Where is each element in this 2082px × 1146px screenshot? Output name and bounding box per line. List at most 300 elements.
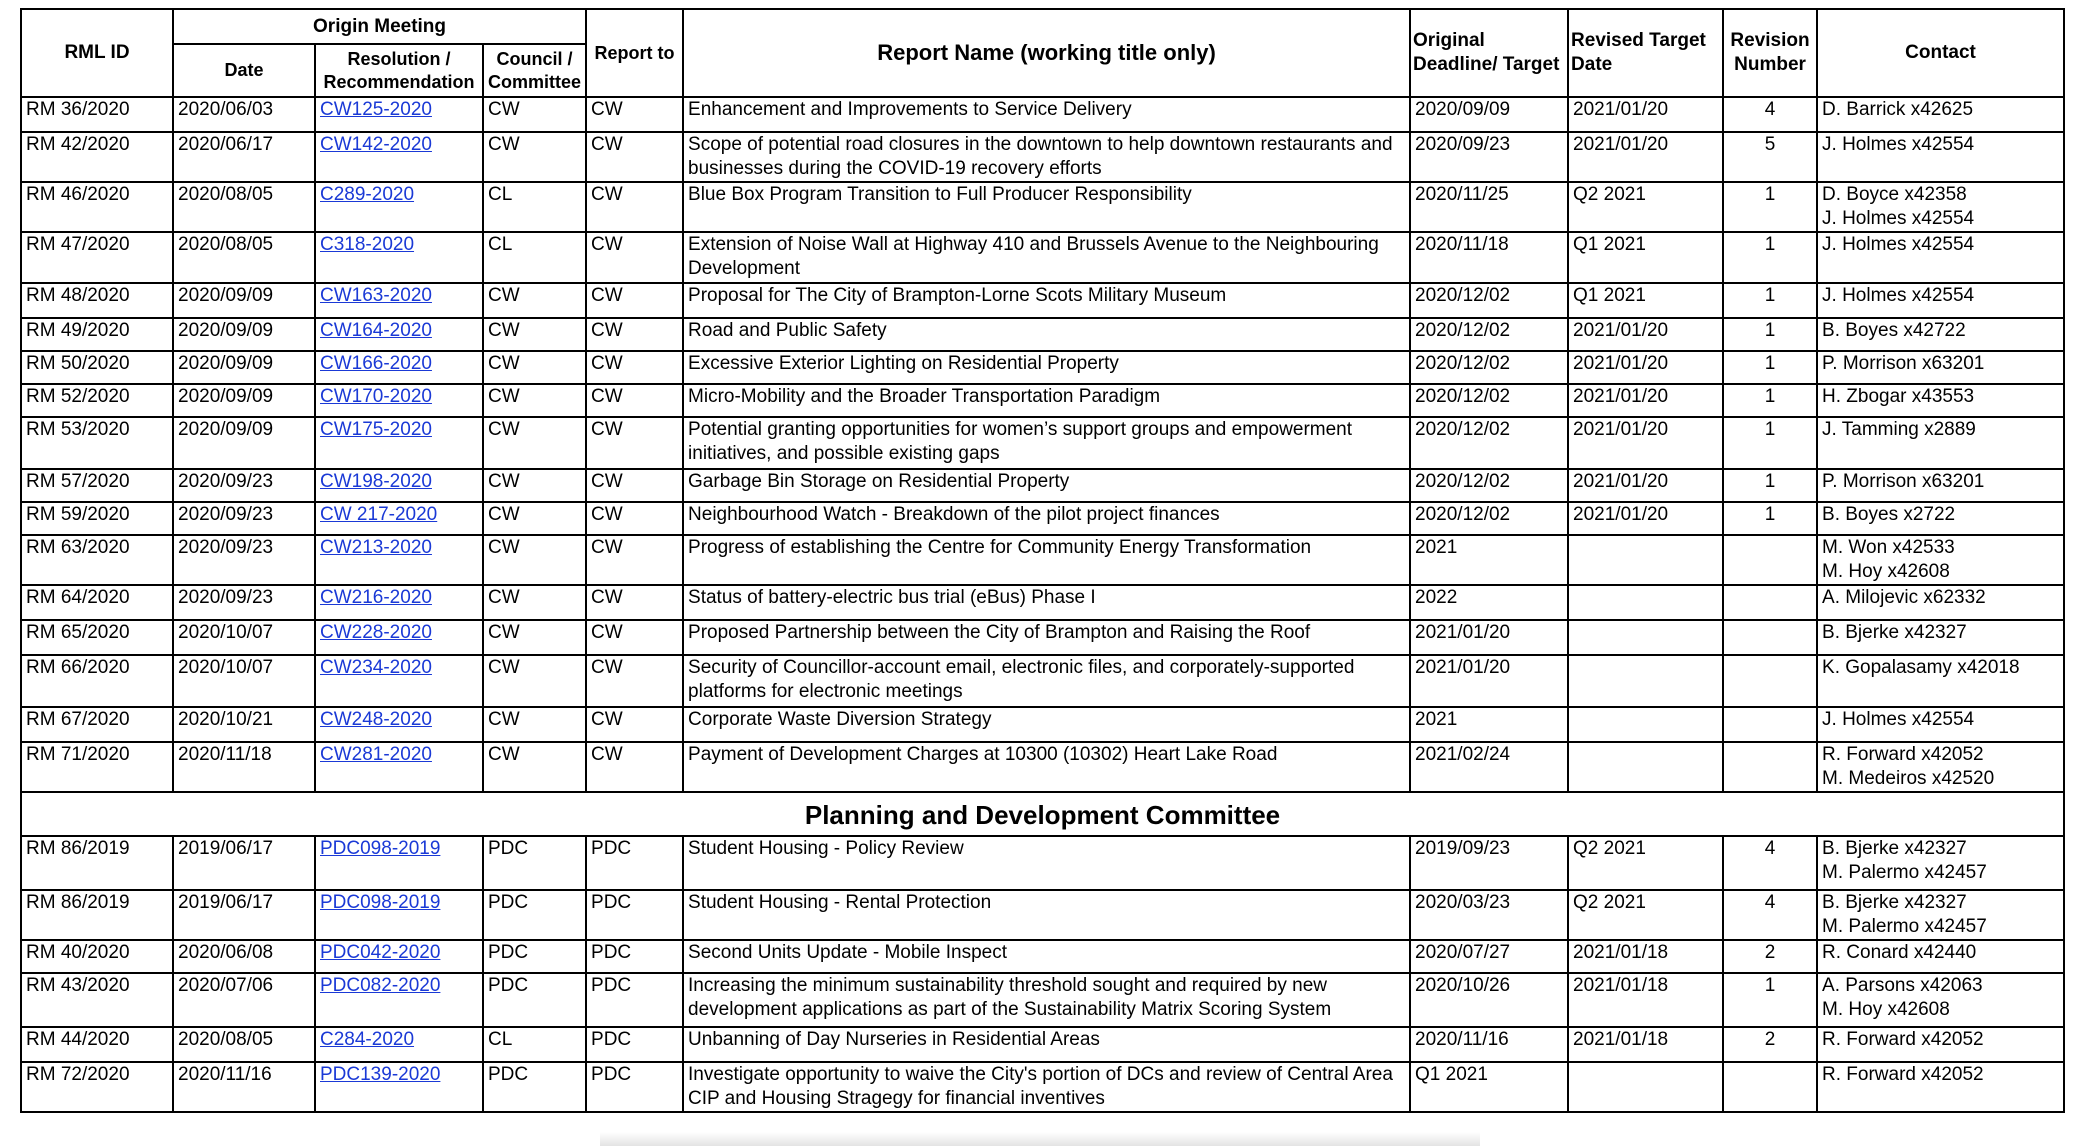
date-cell: 2020/09/09	[173, 283, 315, 318]
report-name-cell: Student Housing - Policy Review	[683, 836, 1410, 890]
contact-name: M. Hoy x42608	[1822, 561, 1950, 582]
rml-table	[20, 8, 2065, 1113]
report-to-cell: PDC	[586, 1062, 683, 1112]
report-name-cell: Excessive Exterior Lighting on Residential Property	[683, 351, 1410, 384]
report-to-cell: CW	[586, 502, 683, 535]
revised-target-cell: 2021/01/20	[1568, 417, 1723, 469]
original-deadline-cell: 2022	[1410, 585, 1568, 620]
rml-id-cell: RM 52/2020	[21, 384, 173, 417]
resolution-link	[315, 940, 483, 973]
report-to-cell: PDC	[586, 836, 683, 890]
report-name-cell: Investigate opportunity to waive the City's portion of DCs and review of Central Area CIP and Housing Stragegy for financial inventives	[683, 1062, 1410, 1112]
revision-number-cell: 1	[1723, 502, 1817, 535]
table-row	[21, 97, 2064, 132]
report-to-cell: CW	[586, 132, 683, 182]
original-deadline-cell: 2020/12/02	[1410, 502, 1568, 535]
resolution-link[interactable]: C284-2020	[320, 1029, 415, 1050]
resolution-link	[315, 469, 483, 502]
rml-id-cell: RM 57/2020	[21, 469, 173, 502]
original-deadline-cell: 2020/12/02	[1410, 384, 1568, 417]
contact-name: J. Holmes x42554	[1822, 208, 1975, 229]
page-bottom-shadow	[600, 1132, 1480, 1146]
resolution-link	[315, 1027, 483, 1062]
table-row	[21, 318, 2064, 351]
date-cell: 2020/06/03	[173, 97, 315, 132]
original-deadline-cell: 2020/12/02	[1410, 417, 1568, 469]
report-name-cell: Security of Councillor-account email, electronic files, and corporately-supported platforms for electronic meetings	[683, 655, 1410, 707]
revised-target-cell	[1568, 535, 1723, 585]
revised-target-cell: Q1 2021	[1568, 232, 1723, 283]
contact-cell	[1817, 469, 2064, 502]
date-cell: 2020/11/16	[173, 1062, 315, 1112]
contact-name: B. Boyes x2722	[1822, 504, 1956, 525]
resolution-link[interactable]: CW198-2020	[320, 471, 432, 492]
contact-cell	[1817, 417, 2064, 469]
resolution-link[interactable]: CW213-2020	[320, 537, 432, 558]
resolution-link	[315, 502, 483, 535]
contact-cell	[1817, 132, 2064, 182]
date-cell: 2019/06/17	[173, 836, 315, 890]
contact-cell	[1817, 283, 2064, 318]
original-deadline-cell: 2020/11/18	[1410, 232, 1568, 283]
contact-cell	[1817, 502, 2064, 535]
contact-cell	[1817, 351, 2064, 384]
council-cell: CL	[483, 1027, 586, 1062]
report-to-cell: CW	[586, 620, 683, 655]
contact-cell	[1817, 973, 2064, 1027]
table-header	[21, 9, 2064, 97]
rml-id-cell: RM 48/2020	[21, 283, 173, 318]
resolution-link	[315, 97, 483, 132]
contact-cell	[1817, 1027, 2064, 1062]
revised-target-cell	[1568, 1062, 1723, 1112]
resolution-link	[315, 890, 483, 940]
report-to-cell: PDC	[586, 973, 683, 1027]
contact-name: D. Boyce x42358	[1822, 184, 1967, 205]
resolution-link[interactable]: CW164-2020	[320, 320, 432, 341]
rml-id-cell: RM 86/2019	[21, 836, 173, 890]
contact-cell	[1817, 836, 2064, 890]
table-row	[21, 469, 2064, 502]
original-deadline-cell: 2021/01/20	[1410, 620, 1568, 655]
original-deadline-cell: Q1 2021	[1410, 1062, 1568, 1112]
contact-cell	[1817, 890, 2064, 940]
contact-name: B. Boyes x42722	[1822, 320, 1966, 341]
contact-name: B. Bjerke x42327	[1822, 838, 1967, 859]
rml-id-cell: RM 40/2020	[21, 940, 173, 973]
contact-cell	[1817, 318, 2064, 351]
revised-target-cell: Q2 2021	[1568, 836, 1723, 890]
resolution-link[interactable]: CW281-2020	[320, 744, 432, 765]
table-row	[21, 132, 2064, 182]
report-name-cell: Garbage Bin Storage on Residential Property	[683, 469, 1410, 502]
contact-name: A. Milojevic x62332	[1822, 587, 1986, 608]
date-cell: 2020/09/09	[173, 318, 315, 351]
contact-name: R. Forward x42052	[1822, 1064, 1984, 1085]
contact-name: J. Tamming x2889	[1822, 419, 1976, 440]
report-to-cell: CW	[586, 417, 683, 469]
revision-number-cell: 2	[1723, 1027, 1817, 1062]
revised-target-cell: 2021/01/18	[1568, 973, 1723, 1027]
resolution-link[interactable]: PDC098-2019	[320, 838, 441, 859]
section-title: Planning and Development Committee	[21, 792, 2064, 836]
revised-target-cell	[1568, 620, 1723, 655]
table-row	[21, 283, 2064, 318]
report-name-cell: Progress of establishing the Centre for Community Energy Transformation	[683, 535, 1410, 585]
table-row	[21, 351, 2064, 384]
council-cell: CW	[483, 620, 586, 655]
contact-cell	[1817, 707, 2064, 742]
council-cell: PDC	[483, 973, 586, 1027]
revision-number-cell	[1723, 620, 1817, 655]
original-deadline-cell: 2020/03/23	[1410, 890, 1568, 940]
table-row	[21, 535, 2064, 585]
rml-id-cell: RM 49/2020	[21, 318, 173, 351]
revised-target-header: Revised Target Date	[1568, 9, 1723, 97]
council-cell: CW	[483, 707, 586, 742]
contact-name: A. Parsons x42063	[1822, 975, 1983, 996]
table-row	[21, 890, 2064, 940]
resolution-link	[315, 132, 483, 182]
table-row	[21, 620, 2064, 655]
report-name-cell: Potential granting opportunities for women’s support groups and empowerment initiatives, and possible existing gaps	[683, 417, 1410, 469]
table-row	[21, 836, 2064, 890]
council-cell: CW	[483, 351, 586, 384]
date-cell: 2020/09/23	[173, 469, 315, 502]
date-cell: 2020/09/23	[173, 585, 315, 620]
date-header: Date	[173, 44, 315, 97]
contact-name: M. Medeiros x42520	[1822, 768, 1995, 789]
report-to-cell: CW	[586, 351, 683, 384]
council-cell: CW	[483, 585, 586, 620]
revision-number-cell: 4	[1723, 836, 1817, 890]
revised-target-cell: 2021/01/18	[1568, 1027, 1723, 1062]
revision-number-cell: 4	[1723, 97, 1817, 132]
council-cell: PDC	[483, 836, 586, 890]
original-deadline-cell: 2020/11/16	[1410, 1027, 1568, 1062]
resolution-link[interactable]: C318-2020	[320, 234, 415, 255]
date-cell: 2020/09/09	[173, 351, 315, 384]
revision-number-cell: 1	[1723, 973, 1817, 1027]
contact-name: R. Forward x42052	[1822, 744, 1984, 765]
contact-name: P. Morrison x63201	[1822, 471, 1985, 492]
contact-cell	[1817, 97, 2064, 132]
revision-number-cell: 2	[1723, 940, 1817, 973]
date-cell: 2020/09/09	[173, 384, 315, 417]
rml-id-cell: RM 66/2020	[21, 655, 173, 707]
report-name-cell: Scope of potential road closures in the downtown to help downtown restaurants and businesses during the COVID-19 recovery efforts	[683, 132, 1410, 182]
contact-name: K. Gopalasamy x42018	[1822, 657, 2020, 678]
resolution-link[interactable]: CW163-2020	[320, 285, 432, 306]
revision-number-cell	[1723, 535, 1817, 585]
council-cell: CL	[483, 232, 586, 283]
council-cell: CL	[483, 182, 586, 232]
council-header: Council / Committee	[483, 44, 586, 97]
original-deadline-cell: 2021	[1410, 535, 1568, 585]
revision-number-cell: 1	[1723, 232, 1817, 283]
contact-name: R. Conard x42440	[1822, 942, 1977, 963]
council-cell: CW	[483, 469, 586, 502]
resolution-link	[315, 655, 483, 707]
council-cell: CW	[483, 132, 586, 182]
rml-id-cell: RM 71/2020	[21, 742, 173, 792]
table-row	[21, 742, 2064, 792]
contact-cell	[1817, 742, 2064, 792]
revised-target-cell: 2021/01/20	[1568, 351, 1723, 384]
resolution-link[interactable]: CW234-2020	[320, 657, 432, 678]
date-cell: 2020/07/06	[173, 973, 315, 1027]
resolution-link	[315, 535, 483, 585]
revision-number-cell: 5	[1723, 132, 1817, 182]
table-row	[21, 655, 2064, 707]
resolution-link	[315, 585, 483, 620]
table-row	[21, 384, 2064, 417]
resolution-link[interactable]: PDC139-2020	[320, 1064, 441, 1085]
date-cell: 2019/06/17	[173, 890, 315, 940]
table-row	[21, 502, 2064, 535]
resolution-link[interactable]: CW170-2020	[320, 386, 432, 407]
report-name-cell: Neighbourhood Watch - Breakdown of the pilot project finances	[683, 502, 1410, 535]
revision-number-cell: 1	[1723, 384, 1817, 417]
contact-name: R. Forward x42052	[1822, 1029, 1984, 1050]
council-cell: CW	[483, 283, 586, 318]
report-to-cell: CW	[586, 585, 683, 620]
contact-cell	[1817, 182, 2064, 232]
date-cell: 2020/09/23	[173, 535, 315, 585]
committee-of-council-rows	[21, 97, 2064, 792]
rml-id-cell: RM 86/2019	[21, 890, 173, 940]
council-cell: CW	[483, 742, 586, 792]
resolution-link[interactable]: CW248-2020	[320, 709, 432, 730]
resolution-link	[315, 232, 483, 283]
rml-id-cell: RM 46/2020	[21, 182, 173, 232]
revised-target-cell: Q2 2021	[1568, 890, 1723, 940]
revision-number-cell	[1723, 1062, 1817, 1112]
revised-target-cell: 2021/01/20	[1568, 97, 1723, 132]
council-cell: CW	[483, 502, 586, 535]
revised-target-cell	[1568, 707, 1723, 742]
date-cell: 2020/11/18	[173, 742, 315, 792]
report-name-cell: Proposed Partnership between the City of Brampton and Raising the Roof	[683, 620, 1410, 655]
report-to-cell: CW	[586, 232, 683, 283]
resolution-link	[315, 283, 483, 318]
resolution-link	[315, 620, 483, 655]
report-to-cell: CW	[586, 318, 683, 351]
resolution-link[interactable]: CW175-2020	[320, 419, 432, 440]
report-to-cell: PDC	[586, 940, 683, 973]
original-deadline-cell: 2021/02/24	[1410, 742, 1568, 792]
contact-cell	[1817, 940, 2064, 973]
council-cell: CW	[483, 417, 586, 469]
rml-id-cell: RM 67/2020	[21, 707, 173, 742]
report-to-cell: CW	[586, 283, 683, 318]
section-heading-group	[21, 792, 2064, 836]
table-row	[21, 940, 2064, 973]
contact-cell	[1817, 620, 2064, 655]
resolution-link	[315, 417, 483, 469]
original-deadline-cell: 2020/12/02	[1410, 318, 1568, 351]
revision-number-cell	[1723, 655, 1817, 707]
origin-meeting-header: Origin Meeting	[173, 9, 586, 44]
report-name-cell: Unbanning of Day Nurseries in Residential Areas	[683, 1027, 1410, 1062]
revised-target-cell: 2021/01/20	[1568, 384, 1723, 417]
council-cell: CW	[483, 318, 586, 351]
original-deadline-cell: 2020/12/02	[1410, 469, 1568, 502]
resolution-link[interactable]: PDC042-2020	[320, 942, 441, 963]
resolution-link	[315, 182, 483, 232]
original-deadline-cell: 2020/12/02	[1410, 283, 1568, 318]
revised-target-cell: 2021/01/20	[1568, 469, 1723, 502]
table-row	[21, 707, 2064, 742]
contact-cell	[1817, 535, 2064, 585]
revised-target-cell	[1568, 655, 1723, 707]
revision-number-cell	[1723, 707, 1817, 742]
date-cell: 2020/10/07	[173, 655, 315, 707]
report-name-cell: Corporate Waste Diversion Strategy	[683, 707, 1410, 742]
resolution-link	[315, 318, 483, 351]
revised-target-cell: Q1 2021	[1568, 283, 1723, 318]
contact-cell	[1817, 232, 2064, 283]
report-name-cell: Increasing the minimum sustainability threshold sought and required by new development applications as part of the Sustainability Matrix Scoring System	[683, 973, 1410, 1027]
table-row	[21, 1027, 2064, 1062]
contact-name: B. Bjerke x42327	[1822, 892, 1967, 913]
date-cell: 2020/09/09	[173, 417, 315, 469]
revision-number-cell: 1	[1723, 351, 1817, 384]
date-cell: 2020/08/05	[173, 232, 315, 283]
report-name-cell: Blue Box Program Transition to Full Producer Responsibility	[683, 182, 1410, 232]
resolution-link[interactable]: PDC082-2020	[320, 975, 441, 996]
resolution-link[interactable]: CW 217-2020	[320, 504, 438, 525]
resolution-link[interactable]: CW125-2020	[320, 99, 432, 120]
resolution-link	[315, 973, 483, 1027]
date-cell: 2020/06/08	[173, 940, 315, 973]
council-cell: CW	[483, 384, 586, 417]
report-to-cell: CW	[586, 384, 683, 417]
contact-name: M. Palermo x42457	[1822, 916, 1987, 937]
council-cell: CW	[483, 655, 586, 707]
report-to-cell: CW	[586, 182, 683, 232]
report-to-cell: CW	[586, 742, 683, 792]
contact-name: B. Bjerke x42327	[1822, 622, 1967, 643]
report-name-cell: Micro-Mobility and the Broader Transportation Paradigm	[683, 384, 1410, 417]
rml-id-cell: RM 47/2020	[21, 232, 173, 283]
rml-id-cell: RM 65/2020	[21, 620, 173, 655]
original-deadline-cell: 2020/11/25	[1410, 182, 1568, 232]
original-deadline-cell: 2020/12/02	[1410, 351, 1568, 384]
resolution-link	[315, 707, 483, 742]
revision-number-cell: 1	[1723, 182, 1817, 232]
table-row	[21, 973, 2064, 1027]
rml-id-cell: RM 44/2020	[21, 1027, 173, 1062]
resolution-link	[315, 836, 483, 890]
original-deadline-cell: 2021/01/20	[1410, 655, 1568, 707]
date-cell: 2020/10/07	[173, 620, 315, 655]
rml-id-cell: RM 36/2020	[21, 97, 173, 132]
revision-number-cell	[1723, 742, 1817, 792]
table-row	[21, 417, 2064, 469]
original-deadline-cell: 2020/09/23	[1410, 132, 1568, 182]
rml-id-cell: RM 63/2020	[21, 535, 173, 585]
contact-cell	[1817, 585, 2064, 620]
report-name-cell: Second Units Update - Mobile Inspect	[683, 940, 1410, 973]
contact-name: H. Zbogar x43553	[1822, 386, 1975, 407]
resolution-link	[315, 384, 483, 417]
council-cell: PDC	[483, 940, 586, 973]
revised-target-cell: 2021/01/20	[1568, 502, 1723, 535]
resolution-link[interactable]: CW228-2020	[320, 622, 432, 643]
original-deadline-cell: 2021	[1410, 707, 1568, 742]
revised-target-cell: 2021/01/20	[1568, 318, 1723, 351]
report-to-cell: PDC	[586, 890, 683, 940]
revision-number-cell: 1	[1723, 283, 1817, 318]
revised-target-cell: Q2 2021	[1568, 182, 1723, 232]
contact-name: J. Holmes x42554	[1822, 709, 1975, 730]
resolution-link[interactable]: CW216-2020	[320, 587, 432, 608]
contact-name: J. Holmes x42554	[1822, 234, 1975, 255]
contact-name: M. Hoy x42608	[1822, 999, 1950, 1020]
resolution-link[interactable]: CW166-2020	[320, 353, 432, 374]
date-cell: 2020/08/05	[173, 1027, 315, 1062]
rml-id-cell: RM 64/2020	[21, 585, 173, 620]
resolution-link	[315, 351, 483, 384]
contact-name: D. Barrick x42625	[1822, 99, 1974, 120]
report-to-cell: CW	[586, 97, 683, 132]
revision-number-cell	[1723, 585, 1817, 620]
council-cell: CW	[483, 97, 586, 132]
table-row	[21, 182, 2064, 232]
original-deadline-cell: 2020/07/27	[1410, 940, 1568, 973]
contact-cell	[1817, 384, 2064, 417]
rml-id-header: RML ID	[21, 9, 173, 97]
rml-id-cell: RM 50/2020	[21, 351, 173, 384]
revision-number-header: Revision Number	[1723, 9, 1817, 97]
report-name-cell: Proposal for The City of Brampton-Lorne Scots Military Museum	[683, 283, 1410, 318]
council-cell: PDC	[483, 890, 586, 940]
resolution-link[interactable]: C289-2020	[320, 184, 415, 205]
report-to-cell: CW	[586, 535, 683, 585]
original-deadline-cell: 2020/09/09	[1410, 97, 1568, 132]
table-row	[21, 585, 2064, 620]
resolution-link[interactable]: CW142-2020	[320, 134, 432, 155]
original-deadline-cell: 2020/10/26	[1410, 973, 1568, 1027]
planning-committee-rows	[21, 836, 2064, 1112]
rml-id-cell: RM 43/2020	[21, 973, 173, 1027]
revised-target-cell: 2021/01/20	[1568, 132, 1723, 182]
table-row	[21, 232, 2064, 283]
date-cell: 2020/10/21	[173, 707, 315, 742]
report-name-cell: Student Housing - Rental Protection	[683, 890, 1410, 940]
revised-target-cell	[1568, 585, 1723, 620]
revision-number-cell: 4	[1723, 890, 1817, 940]
contact-header: Contact	[1817, 9, 2064, 97]
report-to-cell: CW	[586, 707, 683, 742]
resolution-link	[315, 1062, 483, 1112]
report-to-cell: CW	[586, 469, 683, 502]
date-cell: 2020/06/17	[173, 132, 315, 182]
report-to-cell: CW	[586, 655, 683, 707]
report-to-header: Report to	[586, 9, 683, 97]
resolution-link	[315, 742, 483, 792]
rml-id-cell: RM 59/2020	[21, 502, 173, 535]
contact-name: J. Holmes x42554	[1822, 285, 1975, 306]
report-name-header: Report Name (working title only)	[683, 9, 1410, 97]
revision-number-cell: 1	[1723, 469, 1817, 502]
resolution-link[interactable]: PDC098-2019	[320, 892, 441, 913]
council-cell: PDC	[483, 1062, 586, 1112]
report-name-cell: Extension of Noise Wall at Highway 410 and Brussels Avenue to the Neighbouring Development	[683, 232, 1410, 283]
rml-id-cell: RM 42/2020	[21, 132, 173, 182]
contact-name: J. Holmes x42554	[1822, 134, 1975, 155]
